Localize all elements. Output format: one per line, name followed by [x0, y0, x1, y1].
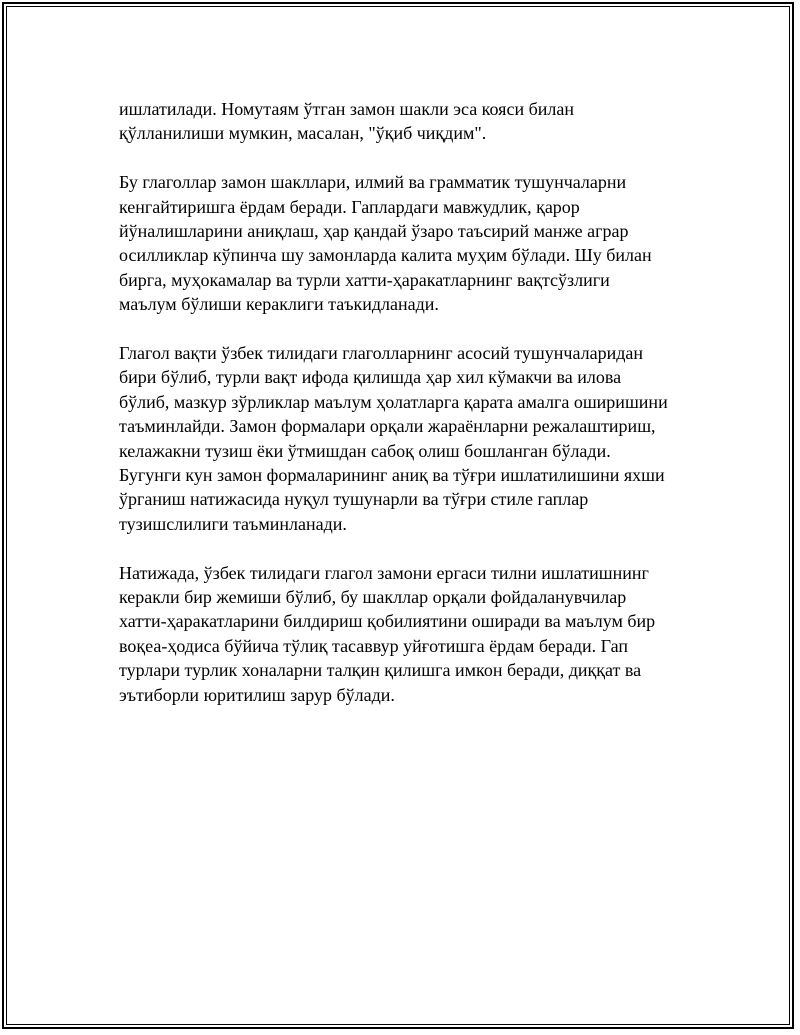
document-body	[119, 97, 699, 732]
text-line: хатти-ҳаракатларини билдириш қобилиятини оширади ва маълум бир	[119, 611, 656, 632]
text-line: ишлатилади. Номутаям ўтган замон шакли эса кояси билан	[119, 99, 574, 119]
text-line: таъминлайди. Замон формалари орқали жараёнларни режалаштириш,	[119, 416, 656, 437]
paragraph-1	[119, 97, 699, 146]
text-line: Глагол вақти ўзбек тилидаги глаголларнинг асосий тушунчаларидан	[119, 343, 644, 364]
text-line: Натижада, ўзбек тилидаги глагол замони ергаси тилни ишлатишнинг	[119, 562, 649, 583]
text-line: йўналишларини аниқлаш, ҳар қандай ўзаро таъсирий манже аграр	[119, 221, 629, 242]
text-line: тузишслилиги таъминланади.	[119, 513, 347, 534]
document-page	[2, 2, 794, 1029]
text-line: кенгайтиришга ёрдам беради. Гаплардаги мавжудлик, қарор	[119, 196, 580, 217]
paragraph-4	[119, 561, 699, 707]
text-line: бири бўлиб, турли вақт ифода қилишда ҳар хил кўмакчи ва илова	[119, 367, 622, 388]
text-line: осилликлар кўпинча шу замонларда калита муҳим бўлади. Шу билан	[119, 245, 652, 266]
text-line: бўлиб, мазкур зўрликлар маълум ҳолатларга қарата амалга оширишини	[119, 391, 668, 412]
text-line: воқеа-ҳодиса бўйича тўлиқ тасаввур уйғотишга ёрдам беради. Гап	[119, 635, 628, 656]
text-line: эътиборли юритилиш зарур бўлади.	[119, 684, 395, 705]
text-line: Бу глаголлар замон шакллари, илмий ва грамматик тушунчаларни	[119, 172, 627, 193]
text-line: ўрганиш натижасида нуқул тушунарли ва тўғри стиле гаплар	[119, 489, 589, 510]
paragraph-2	[119, 170, 699, 316]
text-line: бирга, муҳокамалар ва турли хатти-ҳаракатларнинг вақтсўзлиги	[119, 269, 610, 290]
paragraph-3	[119, 341, 699, 536]
text-line: келажакни тузиш ёки ўтмишдан сабоқ олиш бошланган бўлади.	[119, 440, 611, 461]
text-line: Бугунги кун замон формаларининг аниқ ва тўғри ишлатилишини яхши	[119, 465, 665, 486]
text-line: турлари турлик хоналарни талқин қилишга имкон беради, диққат ва	[119, 660, 642, 681]
text-line: маълум бўлиши кераклиги таъкидланади.	[119, 294, 439, 315]
text-line: керакли бир жемиши бўлиб, бу шакллар орқали фойдаланувчилар	[119, 587, 627, 608]
text-line: қўлланилиши мумкин, масалан, "ўқиб чиқдим".	[119, 123, 487, 144]
